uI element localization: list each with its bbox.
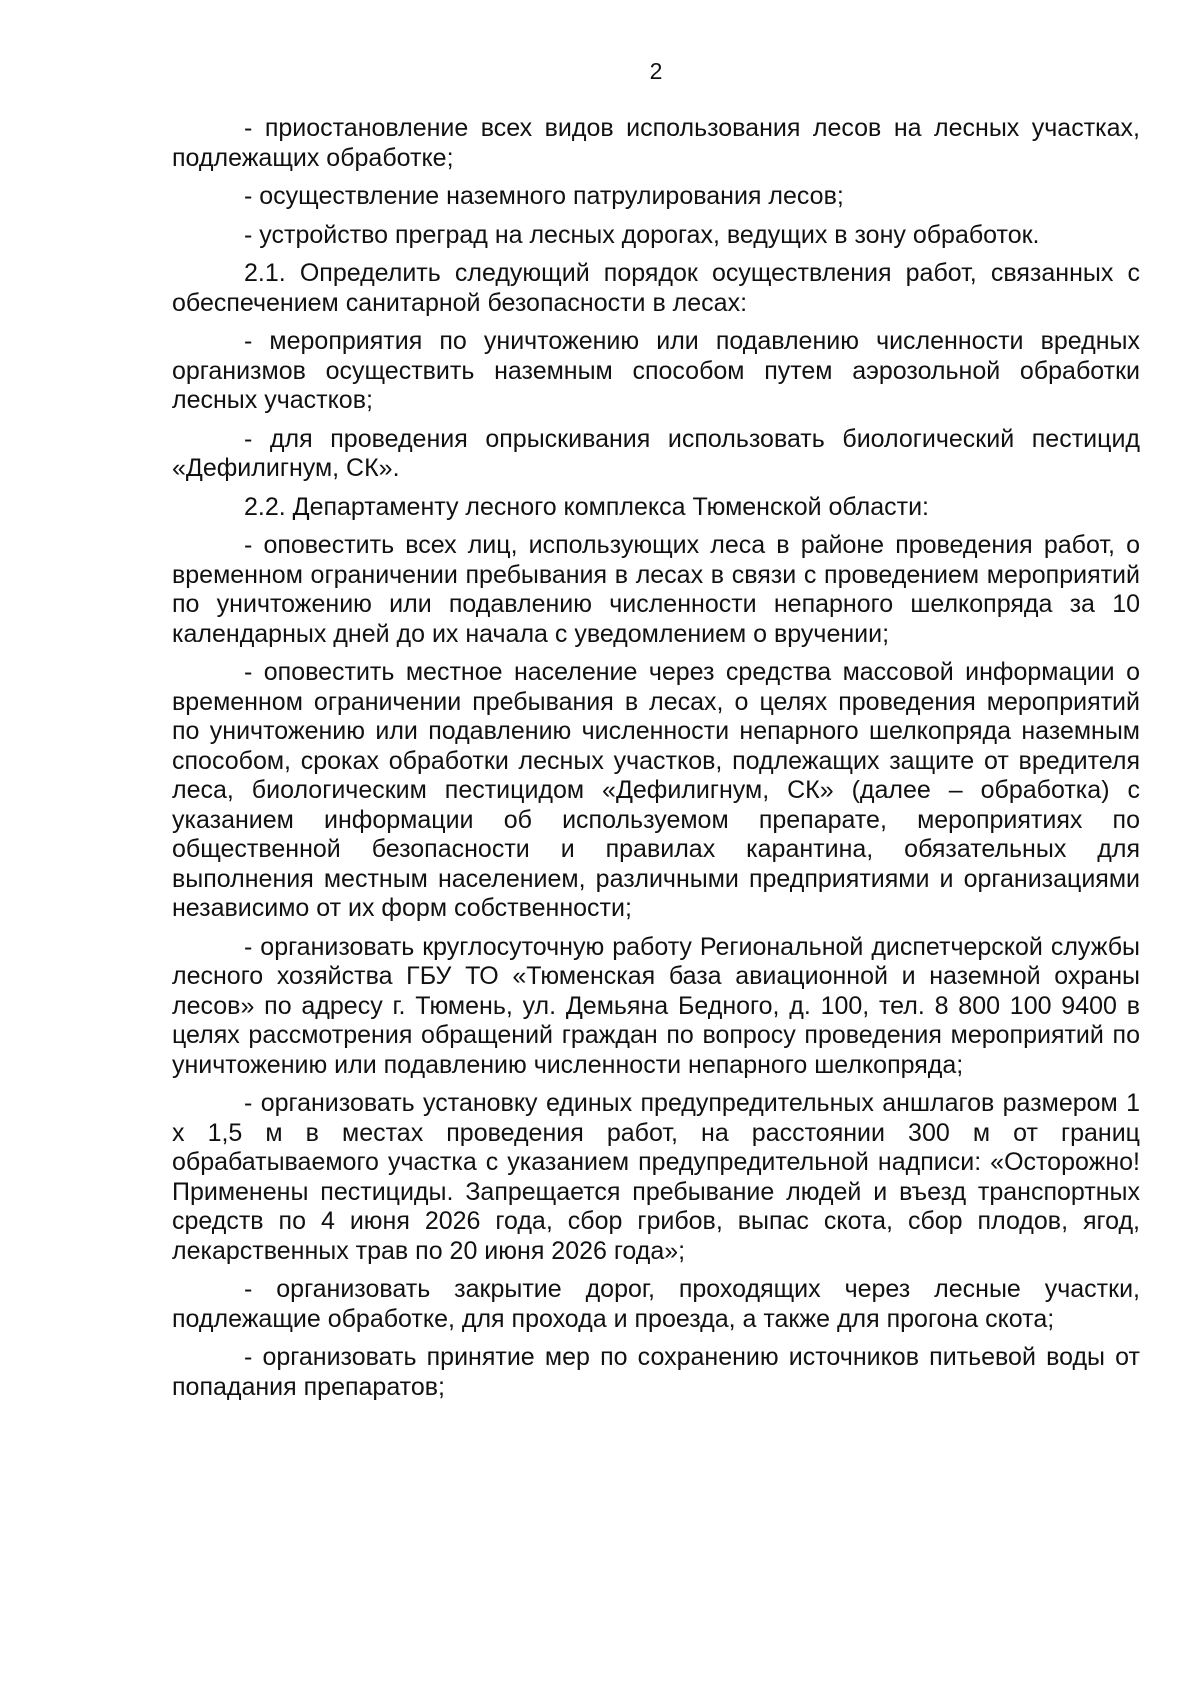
paragraph-road-closure: - организовать закрытие дорог, проходящих через лесные участки, подлежащие обработке, для прохода и проезда, а также для прогона скота;: [172, 1275, 1140, 1333]
document-body: [172, 114, 1140, 1411]
paragraph-warning-signs: - организовать установку единых предупредительных аншлагов размером 1 х 1,5 м в местах проведения работ, на расстоянии 300 м от границ обрабатываемого участка с указанием предупредительной надписи: «Осторожно! Применены пестициды. Запрещается пребывание людей и въезд транспортных средств по 4 июня 2026 года, сбор грибов, выпас скота, сбор плодов, ягод, лекарственных трав по 20 июня 2026 года»;: [172, 1089, 1140, 1265]
paragraph-ground-patrol: - осуществление наземного патрулирования лесов;: [244, 182, 844, 210]
paragraph-biological-pesticide: - для проведения опрыскивания использовать биологический пестицид «Дефилигнум, СК».: [172, 424, 1140, 482]
paragraph-notify-population: - оповестить местное население через средства массовой информации о временном ограничении пребывания в лесах, о целях проведения мероприятий по уничтожению или подавлению численности непарного шелкопряда наземным способом, сроках обработки лесных участков, подлежащих защите от вредителя леса, биологическим пестицидом «Дефилигнум, СК» (далее – обработка) с указанием информации об используемом препарате, мероприятиях по общественной безопасности и правилах карантина, обязательных для выполнения местным населением, различными предприятиями и организациями независимо от их форм собственности;: [172, 658, 1140, 922]
paragraph-section-2-1: 2.1. Определить следующий порядок осуществления работ, связанных с обеспечением санитарной безопасности в лесах:: [172, 259, 1140, 317]
paragraph-drinking-water: - организовать принятие мер по сохранению источников питьевой воды от попадания препаратов;: [172, 1343, 1140, 1401]
paragraph-road-barriers: - устройство преград на лесных дорогах, ведущих в зону обработок.: [244, 220, 1040, 249]
page-number: 2: [649, 58, 663, 84]
paragraph-section-2-2: 2.2. Департаменту лесного комплекса Тюменской области:: [244, 492, 929, 521]
paragraph-dispatch-service: - организовать круглосуточную работу Региональной диспетчерской службы лесного хозяйства ГБУ ТО «Тюменская база авиационной и наземной охраны лесов» по адресу г. Тюмень, ул. Демьяна Бедного, д. 100, тел. 8 800 100 9400 в целях рассмотрения обращений граждан по вопросу проведения мероприятий по уничтожению или подавлению численности непарного шелкопряда;: [172, 932, 1140, 1079]
paragraph-aerosol-treatment: - мероприятия по уничтожению или подавлению численности вредных организмов осуществить наземным способом путем аэрозольной обработки лесных участков;: [172, 327, 1140, 414]
paragraph-notify-forest-users: - оповестить всех лиц, использующих леса в районе проведения работ, о временном ограничении пребывания в лесах в связи с проведением мероприятий по уничтожению или подавлению численности непарного шелкопряда за 10 календарных дней до их начала с уведомлением о вручении;: [172, 531, 1140, 648]
paragraph-suspension-of-forest-use: - приостановление всех видов использования лесов на лесных участках, подлежащих обработке;: [172, 114, 1140, 172]
